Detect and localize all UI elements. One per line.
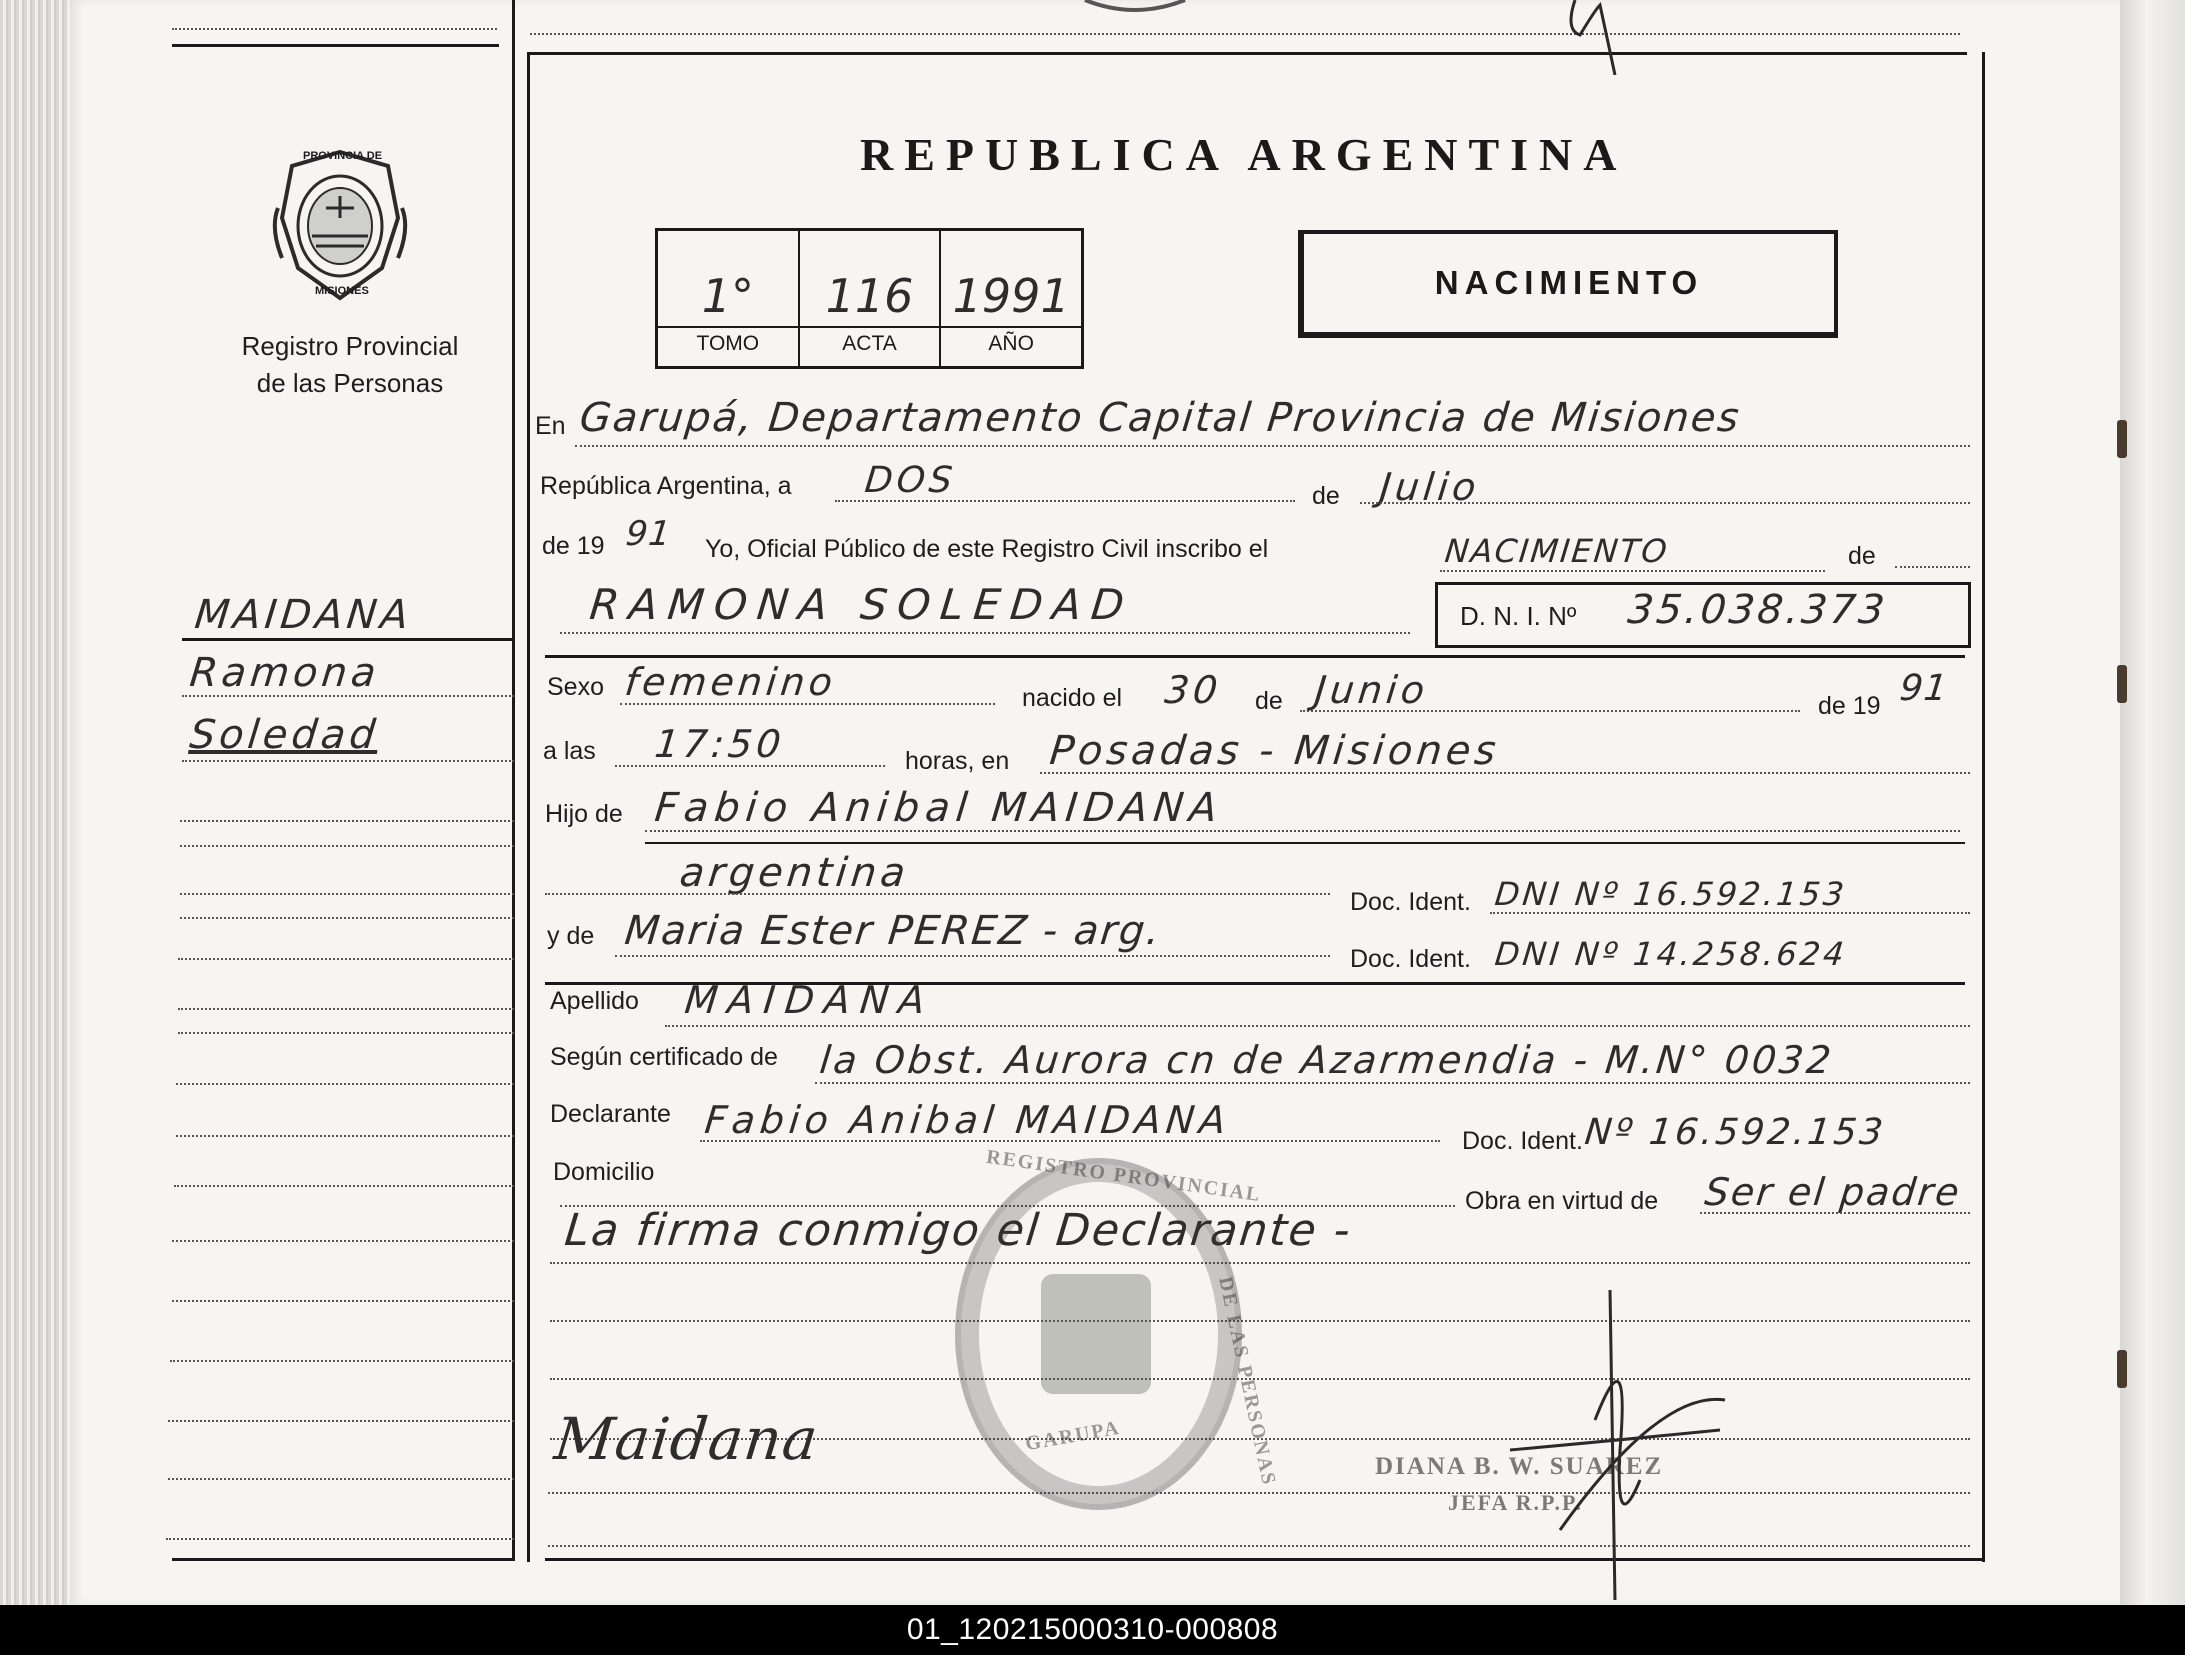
- stamp-emblem: [1041, 1274, 1151, 1394]
- de-label: de: [1312, 482, 1340, 510]
- day-words-value: DOS: [862, 460, 959, 501]
- top-margin-rule: [172, 44, 499, 47]
- issuer-name: [205, 328, 495, 402]
- declarante-label: Declarante: [550, 1100, 671, 1128]
- blank-line: [548, 1545, 1970, 1547]
- section-rule: [545, 655, 1965, 658]
- margin-line: [180, 917, 514, 919]
- issuer-line-1: Registro Provincial: [241, 331, 459, 361]
- margin-line: [176, 1083, 514, 1085]
- margin-line: [168, 1420, 514, 1422]
- birth-time: 17:50: [652, 722, 787, 766]
- margin-given-name-1: Ramona: [187, 650, 383, 696]
- declarante-signature: Maidana: [551, 1405, 822, 1473]
- oficial-text: Yo, Oficial Público de este Registro Civil inscribo el: [705, 535, 1269, 563]
- acta-value: 116: [825, 269, 914, 323]
- margin-line: [170, 1360, 514, 1362]
- birth-month-line: [1300, 710, 1800, 712]
- margin-given-name-2: Soledad: [187, 712, 382, 758]
- sexo-value: femenino: [622, 660, 839, 704]
- margin-line: [168, 1478, 514, 1480]
- acta-label: ACTA: [800, 326, 940, 356]
- binding-hole: [2117, 1350, 2127, 1388]
- binding-hole: [2117, 420, 2127, 458]
- country-title: REPUBLICA ARGENTINA: [860, 129, 1628, 180]
- top-body-line: [530, 33, 1960, 35]
- certificado-value: la Obst. Aurora cn de Azarmendia - M.N° 0032: [817, 1038, 1836, 1082]
- margin-line: [182, 695, 514, 697]
- obra-line: [1700, 1212, 1970, 1214]
- margin-surname: MAIDANA: [192, 592, 415, 638]
- margin-line: [178, 1008, 514, 1010]
- domicilio-label: Domicilio: [553, 1158, 655, 1186]
- official-role: JEFA R.P.P.: [1448, 1490, 1583, 1515]
- top-stamp-fragment: [1080, 0, 1190, 15]
- anio-cell: [941, 231, 1081, 366]
- frame-body-left: [527, 52, 530, 1562]
- margin-line: [178, 1032, 514, 1034]
- stamp-text-top: REGISTRO PROVINCIAL: [984, 1145, 1263, 1207]
- provincial-seal-emblem: [270, 148, 410, 303]
- margin-line: [172, 1240, 514, 1242]
- apellido-value: MAIDANA: [682, 978, 937, 1022]
- declarante-doc-label: Doc. Ident.: [1462, 1127, 1583, 1155]
- tomo-label: TOMO: [658, 326, 798, 356]
- birth-month: Junio: [1312, 668, 1431, 712]
- anio-value: 1991: [952, 269, 1070, 323]
- obra-label: Obra en virtud de: [1465, 1187, 1659, 1215]
- stamp-text-right: DE LAS PERSONAS: [1214, 1274, 1281, 1489]
- top-margin-line: [172, 28, 497, 30]
- time-line: [615, 765, 885, 767]
- observacion-value: La firma conmigo el Declarante -: [562, 1205, 1355, 1256]
- margin-bottom-rule: [172, 1558, 515, 1561]
- hijo-label: Hijo de: [545, 800, 623, 828]
- acto-value: NACIMIENTO: [1443, 532, 1671, 570]
- nombre-value: RAMONA SOLEDAD: [587, 580, 1137, 629]
- margin-line: [178, 958, 514, 960]
- act-type-box: NACIMIENTO: [1298, 230, 1838, 338]
- image-code-caption: 01_120215000310-000808: [0, 1605, 2185, 1655]
- de-line: [1895, 566, 1970, 568]
- father-doc-label: Doc. Ident.: [1350, 888, 1471, 916]
- sexo-line: [620, 703, 995, 705]
- nationality-line: [545, 893, 1330, 895]
- margin-line: [180, 845, 514, 847]
- declarante-doc: Nº 16.592.153: [1582, 1112, 1888, 1153]
- margin-line: [166, 1538, 514, 1540]
- year-prefix: de 19: [542, 532, 605, 560]
- year-suffix: 91: [623, 514, 674, 554]
- mother-doc: DNI Nº 14.258.624: [1493, 935, 1849, 973]
- nombre-line: [560, 632, 1410, 634]
- month-line: [1360, 502, 1970, 504]
- birth-place: Posadas - Misiones: [1047, 728, 1502, 774]
- margin-line: [176, 1135, 514, 1137]
- blank-line: [550, 1378, 1970, 1380]
- margin-line: [182, 760, 514, 762]
- observacion-line: [550, 1262, 1970, 1264]
- de-label-3: de: [1255, 687, 1283, 715]
- dni-label: D. N. I. Nº: [1460, 601, 1577, 631]
- day-line: [835, 500, 1295, 502]
- obra-value: Ser el padre: [1702, 1170, 1964, 1214]
- margin-line: [180, 893, 514, 895]
- anio-label: AÑO: [941, 326, 1081, 356]
- acto-line: [1440, 570, 1825, 572]
- horas-en-label: horas, en: [905, 747, 1010, 775]
- declarante-line: [700, 1140, 1440, 1142]
- top-signature-fragment: [1555, 0, 1645, 75]
- de-label-2: de: [1848, 542, 1876, 570]
- tomo-value: 1°: [701, 269, 754, 323]
- place-line: [575, 445, 1970, 447]
- father-line: [645, 830, 1960, 832]
- binding-gutter: [2120, 0, 2185, 1605]
- margin-line: [172, 1300, 514, 1302]
- blank-line: [548, 1492, 1970, 1494]
- declarante-value: Fabio Anibal MAIDANA: [702, 1098, 1233, 1142]
- father-name: Fabio Anibal MAIDANA: [652, 785, 1226, 831]
- margin-surname-rule: [182, 638, 515, 641]
- certificado-line: [815, 1082, 1970, 1084]
- republica-label: República Argentina, a: [540, 472, 792, 500]
- y-de-label: y de: [547, 922, 595, 950]
- sexo-label: Sexo: [547, 673, 604, 701]
- tomo-cell: [658, 231, 800, 366]
- apellido-line: [665, 1025, 1970, 1027]
- frame-left-rule: [512, 0, 515, 1560]
- margin-line: [180, 820, 514, 822]
- dni-box: [1435, 582, 1971, 648]
- issuer-line-2: de las Personas: [256, 368, 444, 398]
- seal-text-bottom: MISIONES: [315, 285, 369, 297]
- birth-year-suffix: 91: [1897, 668, 1950, 709]
- mother-name: Maria Ester PEREZ - arg.: [622, 908, 1164, 954]
- record-number-box: [655, 228, 1084, 369]
- seal-text-top: PROVINCIA DE: [303, 150, 383, 162]
- mother-line: [615, 955, 1330, 957]
- frame-body-right: [1982, 52, 1985, 1562]
- birth-place-line: [1040, 772, 1970, 774]
- segun-label: Según certificado de: [550, 1043, 778, 1071]
- registry-stamp: [955, 1158, 1242, 1510]
- father-rule: [645, 842, 1965, 844]
- margin-line: [174, 1185, 514, 1187]
- mother-doc-label: Doc. Ident.: [1350, 945, 1471, 973]
- place-value: Garupá, Departamento Capital Provincia de Misiones: [577, 395, 1743, 441]
- apellido-label: Apellido: [550, 987, 639, 1015]
- a-las-label: a las: [543, 737, 596, 765]
- body-bottom-rule: [545, 1558, 1985, 1561]
- stamp-text-bottom: GARUPA: [1023, 1416, 1123, 1456]
- father-doc-line: [1490, 912, 1970, 914]
- father-nationality: argentina: [677, 850, 912, 896]
- month-value: Julio: [1377, 465, 1482, 509]
- birth-year-prefix: de 19: [1818, 692, 1881, 720]
- acta-cell: [800, 231, 942, 366]
- blank-line: [550, 1320, 1970, 1322]
- dni-value: 35.038.373: [1625, 587, 1890, 633]
- father-doc: DNI Nº 16.592.153: [1493, 875, 1849, 913]
- official-signature: [1500, 1290, 1750, 1600]
- nacido-label: nacido el: [1022, 684, 1123, 712]
- en-label: En: [535, 412, 566, 440]
- birth-day: 30: [1162, 668, 1224, 712]
- binding-hole: [2117, 665, 2127, 703]
- official-name: DIANA B. W. SUAREZ: [1375, 1453, 1664, 1480]
- top-body-rule: [527, 52, 1967, 55]
